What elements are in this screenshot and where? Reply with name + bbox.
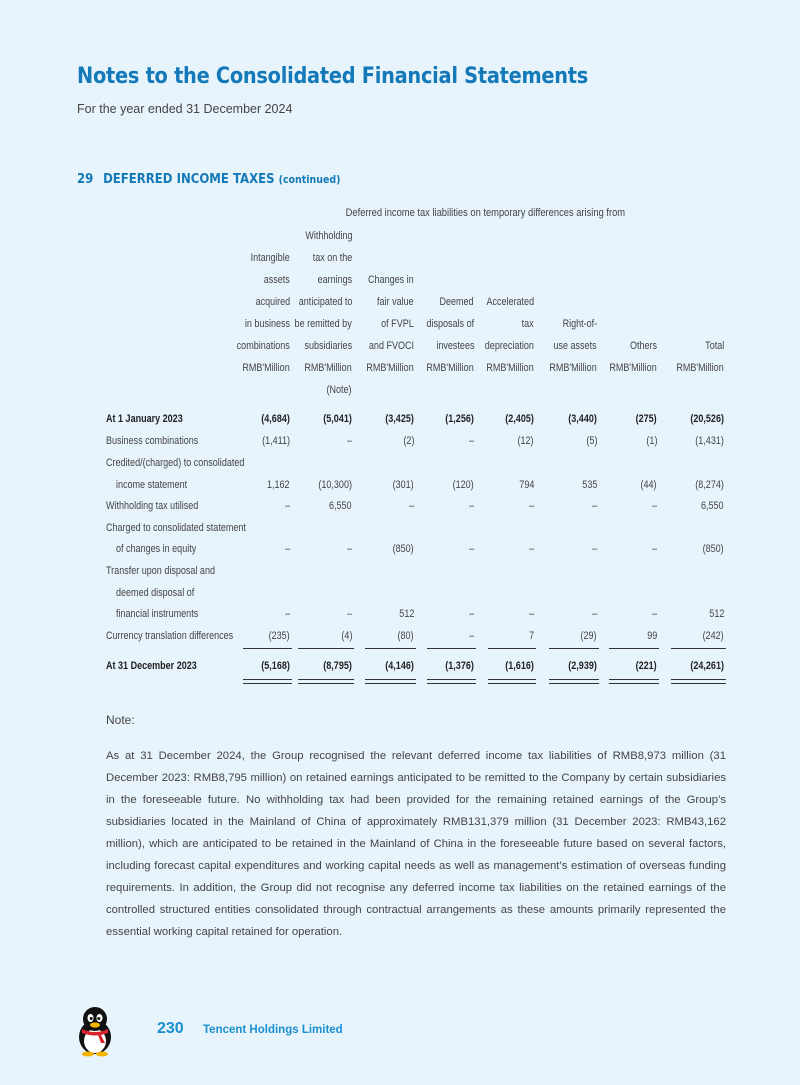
column-header-line: RMB'Million	[426, 362, 474, 374]
table-rule	[488, 679, 536, 680]
column-header-line: combinations	[236, 340, 290, 352]
column-header-line: in business	[244, 318, 290, 330]
column-header	[225, 247, 290, 379]
table-rule	[549, 683, 599, 684]
table-cell: (2,939)	[568, 660, 597, 672]
table-cell: –	[346, 435, 352, 447]
column-header-line: Others	[629, 340, 657, 352]
table-cell: –	[284, 500, 290, 512]
column-header-line: be remitted by	[294, 318, 352, 330]
row-label: income statement	[116, 479, 188, 491]
table-cell: –	[346, 608, 352, 620]
column-header-line: fair value	[377, 296, 414, 308]
penguin-mascot-icon	[74, 1005, 116, 1057]
table-cell: –	[651, 500, 657, 512]
table-cell: 512	[398, 608, 414, 620]
table-rule	[365, 683, 416, 684]
column-header	[416, 291, 474, 379]
table-cell: –	[468, 435, 474, 447]
column-header-line: use assets	[553, 340, 597, 352]
table-cell: (5)	[585, 435, 597, 447]
row-label: deemed disposal of	[116, 587, 195, 599]
column-header-line: assets	[263, 274, 290, 286]
row-label: Currency translation differences	[106, 630, 234, 642]
table-cell: –	[651, 543, 657, 555]
column-header-line: Total	[704, 340, 724, 352]
column-header-line: acquired	[255, 296, 290, 308]
table-cell: (5,168)	[261, 660, 290, 672]
table-cell: (2,405)	[505, 413, 534, 425]
section-title: DEFERRED INCOME TAXES	[103, 172, 275, 187]
table-cell: (1,616)	[505, 660, 534, 672]
column-header-line: tax	[521, 318, 534, 330]
table-rule	[427, 679, 476, 680]
table-cell: –	[591, 500, 597, 512]
row-label: At 31 December 2023	[106, 660, 197, 672]
table-cell: –	[651, 608, 657, 620]
column-header	[539, 313, 597, 379]
row-label: of changes in equity	[116, 543, 197, 555]
column-header-line: Intangible	[250, 252, 290, 264]
table-cell: (4,146)	[385, 660, 414, 672]
table-cell: –	[284, 543, 290, 555]
table-cell: (5,041)	[323, 413, 352, 425]
table-rule	[427, 648, 476, 649]
table-cell: –	[408, 500, 414, 512]
table-cell: –	[528, 608, 534, 620]
table-cell: –	[591, 543, 597, 555]
table-rule	[298, 648, 354, 649]
table-rule	[298, 683, 354, 684]
table-rule	[298, 679, 354, 680]
column-header-line: investees	[435, 340, 474, 352]
table-cell: (850)	[392, 543, 414, 555]
section-number: 29	[77, 172, 94, 187]
column-header-line: anticipated to	[298, 296, 352, 308]
column-header-line: of FVPL	[381, 318, 414, 330]
table-rule	[488, 648, 536, 649]
table-cell: (29)	[580, 630, 597, 642]
table-cell: (20,526)	[690, 413, 724, 425]
column-header-line: Right-of-	[562, 318, 597, 330]
section-continued: (continued)	[278, 174, 341, 186]
table-cell: –	[468, 630, 474, 642]
column-header	[474, 291, 534, 379]
table-cell: –	[528, 543, 534, 555]
column-header-line: subsidiaries	[304, 340, 352, 352]
table-rule	[427, 683, 476, 684]
table-cell: –	[591, 608, 597, 620]
table-cell: 794	[518, 479, 534, 491]
table-cell: 7	[528, 630, 534, 642]
column-header-line: Accelerated	[486, 296, 534, 308]
table-cell: –	[468, 608, 474, 620]
table-rule	[671, 683, 726, 684]
table-cell: 535	[581, 479, 597, 491]
table-rule	[243, 683, 292, 684]
table-cell: –	[284, 608, 290, 620]
table-cell: (44)	[640, 479, 657, 491]
table-cell: 512	[708, 608, 724, 620]
table-cell: (2)	[402, 435, 414, 447]
table-cell: (301)	[392, 479, 414, 491]
column-header-line: disposals of	[426, 318, 474, 330]
table-rule	[488, 683, 536, 684]
table-cell: (4)	[340, 630, 352, 642]
row-label: Withholding tax utilised	[106, 500, 199, 512]
table-cell: 6,550	[701, 500, 724, 512]
table-cell: 1,162	[267, 479, 290, 491]
table-rule	[671, 679, 726, 680]
table-cell: (4,684)	[261, 413, 290, 425]
table-rule	[549, 679, 599, 680]
table-cell: (242)	[702, 630, 724, 642]
column-header-line: RMB'Million	[242, 362, 290, 374]
column-header-line: Deemed	[439, 296, 474, 308]
column-header-line: RMB'Million	[549, 362, 597, 374]
table-rule	[243, 679, 292, 680]
table-rule	[243, 648, 292, 649]
table-cell: –	[346, 543, 352, 555]
table-cell: (275)	[635, 413, 657, 425]
table-cell: –	[468, 543, 474, 555]
column-header	[599, 335, 657, 379]
table-cell: (1)	[645, 435, 657, 447]
column-header-line: depreciation	[484, 340, 534, 352]
table-cell: (24,261)	[690, 660, 724, 672]
note-body: As at 31 December 2024, the Group recognised the relevant deferred income tax liabilities of RMB8,973 million (31 December 2023: RMB8,795 million) on retained earnings anticipated to be remitted to the Company by certain subsidiaries in the foreseeable future. No withholding tax had been provided for the remaining retained earnings of the Group’s subsidiaries located in the Mainland of China of approximately RMB131,379 million (31 December 2023: RMB43,162 million), which are anticipated to be retained in the Mainland of China in the foreseeable future based on several factors, including forecast capital expenditures and working capital needs as well as management’s estimation of overseas funding requirements. In addition, the Group did not recognise any deferred income tax liabilities on the retained earnings of the controlled structured entities consolidated through contractual arrangements as these amounts primarily represented the essential working capital retained for operation.	[106, 750, 726, 938]
table-cell: (235)	[268, 630, 290, 642]
table-rule	[365, 648, 416, 649]
note-title: Note:	[106, 713, 135, 727]
column-header-line: RMB'Million	[486, 362, 534, 374]
table-cell: (1,411)	[262, 435, 290, 447]
table-cell: 99	[646, 630, 657, 642]
column-header-line: RMB'Million	[304, 362, 352, 374]
page-number: 230	[157, 1020, 184, 1037]
table-cell: (1,431)	[695, 435, 724, 447]
column-header-line: RMB'Million	[609, 362, 657, 374]
table-cell: (12)	[517, 435, 534, 447]
column-header-line: tax on the	[312, 252, 352, 264]
row-label: Charged to consolidated statement	[106, 522, 246, 534]
table-cell: (1,376)	[445, 660, 474, 672]
column-header	[282, 225, 352, 401]
row-label: Transfer upon disposal and	[106, 565, 215, 577]
column-header-line: earnings	[317, 274, 352, 286]
column-header-line: Withholding	[304, 230, 352, 242]
row-label: financial instruments	[116, 608, 199, 620]
page-subtitle: For the year ended 31 December 2024	[77, 102, 293, 116]
table-cell: (850)	[702, 543, 724, 555]
column-header	[356, 269, 414, 379]
table-cell: (10,300)	[318, 479, 352, 491]
table-span-header: Deferred income tax liabilities on temporary differences arising from	[345, 207, 625, 219]
column-header-line: Changes in	[368, 274, 414, 286]
row-label: Business combinations	[106, 435, 199, 447]
table-cell: (221)	[635, 660, 657, 672]
table-rule	[671, 648, 726, 649]
table-cell: (8,274)	[695, 479, 724, 491]
footer-company: Tencent Holdings Limited	[203, 1024, 343, 1036]
table-rule	[365, 679, 416, 680]
table-rule	[609, 683, 659, 684]
table-rule	[549, 648, 599, 649]
row-label: At 1 January 2023	[106, 413, 183, 425]
table-cell: –	[528, 500, 534, 512]
table-rule	[609, 679, 659, 680]
table-rule	[609, 648, 659, 649]
table-cell: (1,256)	[445, 413, 474, 425]
table-cell: (120)	[452, 479, 474, 491]
column-header-line: and FVOCI	[368, 340, 414, 352]
column-header	[666, 335, 724, 379]
table-cell: (80)	[397, 630, 414, 642]
table-cell: (8,795)	[323, 660, 352, 672]
column-header-line: RMB'Million	[676, 362, 724, 374]
column-header-line: (Note)	[326, 384, 352, 396]
table-cell: (3,425)	[385, 413, 414, 425]
row-label: Credited/(charged) to consolidated	[106, 457, 245, 469]
page-title: Notes to the Consolidated Financial Statements	[77, 64, 589, 89]
table-cell: (3,440)	[568, 413, 597, 425]
table-cell: –	[468, 500, 474, 512]
section-heading	[77, 172, 340, 187]
column-header-line: RMB'Million	[366, 362, 414, 374]
table-cell: 6,550	[329, 500, 352, 512]
